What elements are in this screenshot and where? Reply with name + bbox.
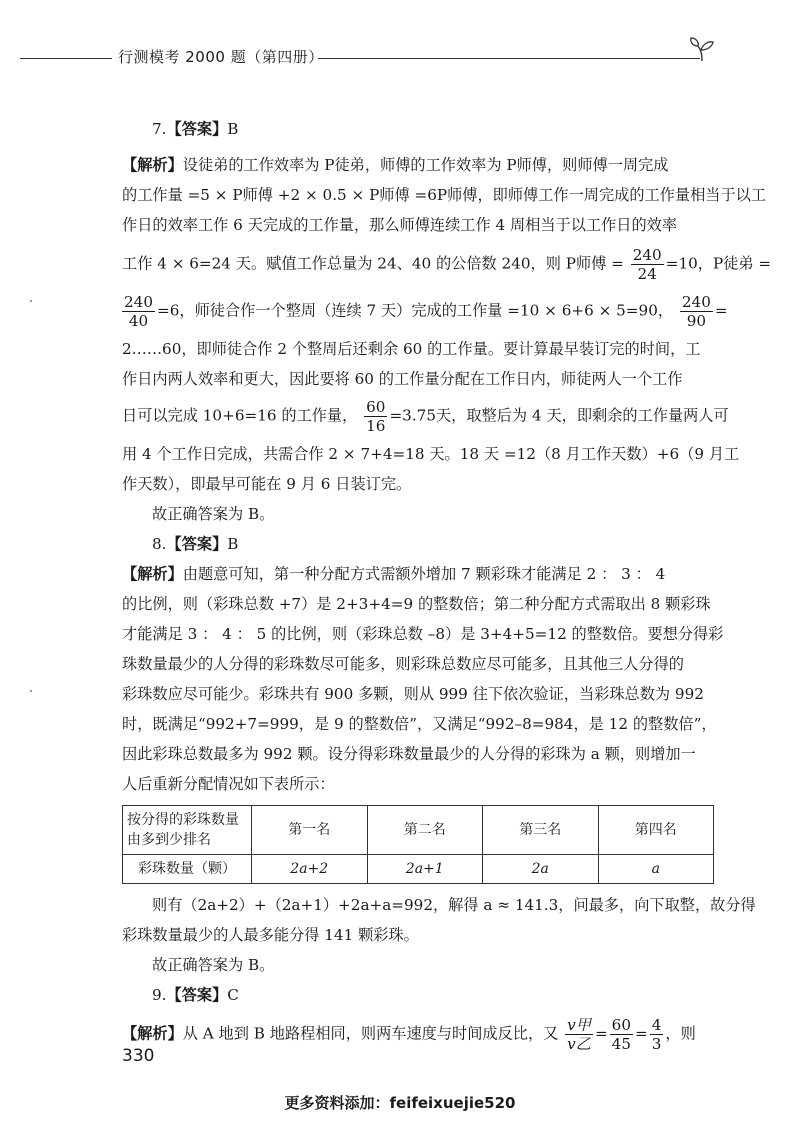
q8-analysis-line-4: 珠数量最少的人分得的彩珠数尽可能多，则彩珠总数应尽可能多，且其他三人分得的	[122, 655, 684, 673]
table-cell: 彩珠数量（颗）	[123, 855, 252, 884]
fraction-denominator: 16	[366, 417, 386, 435]
q7-analysis-line-5	[122, 293, 728, 330]
q8-analysis-line-8: 人后重新分配情况如下表所示：	[122, 775, 335, 793]
q8-answer: B	[227, 535, 239, 553]
fraction-60-16	[364, 398, 387, 435]
fraction-numerator: 4	[651, 1016, 662, 1034]
q9-text-1a: 从 A 地到 B 地路程相同，则两车速度与时间成反比，又	[182, 1024, 559, 1043]
q8-answer-tag: 【答案】	[166, 535, 228, 553]
page-header	[0, 36, 800, 76]
equals-sign: =	[594, 1024, 608, 1043]
table-header-cell: 第一名	[252, 806, 368, 855]
sprout-icon	[688, 36, 716, 62]
q7-text-1: 设徒弟的工作效率为 P徒弟，师傅的工作效率为 P师傅，则师傅一周完成	[182, 156, 669, 174]
table-header-cell: 第四名	[598, 806, 714, 855]
q8-analysis-line-1	[122, 559, 712, 589]
q8-analysis-line-6: 时，既满足“992+7=999，是 9 的整数倍”，又满足“992–8=984，是 12 的整数倍”，	[122, 715, 717, 733]
q9-text-1b: ，则	[665, 1024, 696, 1043]
fraction-240-24	[631, 246, 664, 283]
q8-analysis-line-5: 彩珠数应尽可能少。彩珠共有 900 多颗，则从 999 往下依次验证，当彩珠总数为 992	[122, 685, 704, 703]
fraction-denominator: 90	[686, 312, 707, 330]
table-header-cell: 第二名	[367, 806, 483, 855]
q9-analysis-line-1	[122, 1016, 712, 1053]
fraction-denominator: v乙	[567, 1035, 591, 1053]
q7-analysis-line-7: 作日内两人效率和更大，因此要将 60 的工作量分配在工作日内，师徒两人一个工作	[122, 370, 683, 388]
q8-analysis-line-3: 才能满足 3 ： 4 ： 5 的比例，则（彩珠总数 –8）是 3+4+5=12 的整数倍。要想分得彩	[122, 625, 724, 643]
table-cell: 2a+2	[252, 855, 368, 884]
table-cell: 2a	[483, 855, 599, 884]
q9-analysis-tag: 【解析】	[122, 1024, 183, 1043]
q9-answer: C	[227, 986, 239, 1004]
q7-text-4a: 工作 4 × 6=24 天。赋值工作总量为 24、40 的公倍数 240，则 P师傅 =	[122, 254, 624, 273]
fraction-240-90	[680, 293, 713, 330]
q7-analysis-line-1	[122, 150, 712, 180]
q8-analysis-line-7: 因此彩珠总数最多为 992 颗。设分得彩珠数量最少的人分得的彩珠为 a 颗，则增加一	[122, 745, 696, 763]
fraction-numerator: 240	[681, 293, 711, 311]
q8-after-line-1: 则有（2a+2）+（2a+1）+2a+a=992，解得 a ≈ 141.3，问最多，向下取整，故分得	[152, 896, 756, 914]
table-row	[123, 855, 714, 884]
fraction-velocity	[565, 1016, 593, 1053]
table-row	[123, 806, 714, 855]
q8-answer-line	[122, 529, 712, 559]
fraction-4-3	[650, 1016, 664, 1053]
fraction-denominator: 40	[128, 312, 149, 330]
q7-analysis-line-2: 的工作量 =5 × P师傅 +2 × 0.5 × P师傅 =6P师傅，即师傅工作一周完成的工作量相当于以工	[122, 186, 767, 204]
footer-note: 更多资料添加：feifeixuejie520	[284, 1094, 516, 1112]
ranking-table	[122, 805, 714, 884]
page-content	[122, 114, 772, 1053]
table-header-cell: 第三名	[483, 806, 599, 855]
q7-text-4b: =10，P徒弟 =	[665, 254, 772, 273]
q7-analysis-line-6: 2……60，即师徒合作 2 个整周后还剩余 60 的工作量。要计算最早装订完的时间，工	[122, 340, 701, 358]
equals-sign: =	[635, 1024, 648, 1043]
q8-conclusion: 故正确答案为 B。	[152, 956, 275, 974]
q8-number: 8.	[152, 535, 167, 553]
q7-text-5a: =6，师徒合作一个整周（连续 7 天）完成的工作量 =10 × 6+6 × 5=90，	[157, 301, 674, 320]
fraction-numerator: 60	[611, 1016, 631, 1034]
q8-text-1: 由题意可知，第一种分配方式需额外增加 7 颗彩珠才能满足 2 ： 3 ： 4	[182, 565, 666, 583]
q7-analysis-line-3: 作日的效率工作 6 天完成的工作量，那么师傅连续工作 4 周相当于以工作日的效率	[122, 216, 678, 234]
q9-answer-tag: 【答案】	[166, 986, 228, 1004]
scan-speck	[30, 690, 32, 692]
q8-analysis-line-2: 的比例，则（彩珠总数 +7）是 2+3+4=9 的整数倍；第二种分配方式需取出 8 颗彩珠	[122, 595, 711, 613]
fraction-60-45	[610, 1016, 633, 1053]
q7-text-8b: =3.75天，取整后为 4 天，即剩余的工作量两人可	[389, 406, 729, 425]
q9-number: 9.	[152, 986, 167, 1004]
q7-answer-line	[122, 114, 712, 144]
page-number: 330	[122, 1046, 155, 1066]
fraction-numerator: v甲	[567, 1016, 591, 1034]
fraction-numerator: 240	[632, 246, 662, 264]
fraction-denominator: 24	[637, 265, 657, 283]
table-cell: a	[598, 855, 714, 884]
fraction-numerator: 240	[124, 293, 153, 311]
q7-analysis-line-4	[122, 246, 772, 283]
fraction-denominator: 45	[611, 1035, 631, 1053]
q8-analysis-tag: 【解析】	[122, 565, 183, 583]
q9-answer-line	[122, 980, 712, 1010]
q7-analysis-line-9: 用 4 个工作日完成，共需合作 2 × 7+4=18 天。18 天 =12（8 月工作天数）+6（9 月工	[122, 445, 740, 463]
table-header-cell: 按分得的彩珠数量由多到少排名	[123, 806, 252, 855]
q7-text-8a: 日可以完成 10+6=16 的工作量，	[122, 406, 358, 425]
fraction-denominator: 3	[651, 1035, 662, 1053]
q7-analysis-tag: 【解析】	[122, 156, 183, 174]
q7-number: 7.	[152, 120, 167, 138]
q7-answer: B	[227, 120, 239, 138]
header-title: 行测模考 2000 题（第四册）	[118, 48, 324, 66]
fraction-numerator: 60	[366, 398, 386, 416]
header-rule-right	[318, 58, 700, 59]
q7-analysis-line-10: 作天数），即最早可能在 9 月 6 日装订完。	[122, 475, 412, 493]
fraction-240-40	[122, 293, 155, 330]
q8-after-line-2: 彩珠数量最少的人最多能分得 141 颗彩珠。	[122, 926, 419, 944]
header-rule-left	[20, 58, 112, 59]
scan-speck	[30, 300, 32, 302]
q7-answer-tag: 【答案】	[166, 120, 228, 138]
q7-analysis-line-8	[122, 398, 729, 435]
table-cell: 2a+1	[367, 855, 483, 884]
q7-text-5b: =	[714, 301, 728, 320]
q7-conclusion: 故正确答案为 B。	[152, 505, 275, 523]
